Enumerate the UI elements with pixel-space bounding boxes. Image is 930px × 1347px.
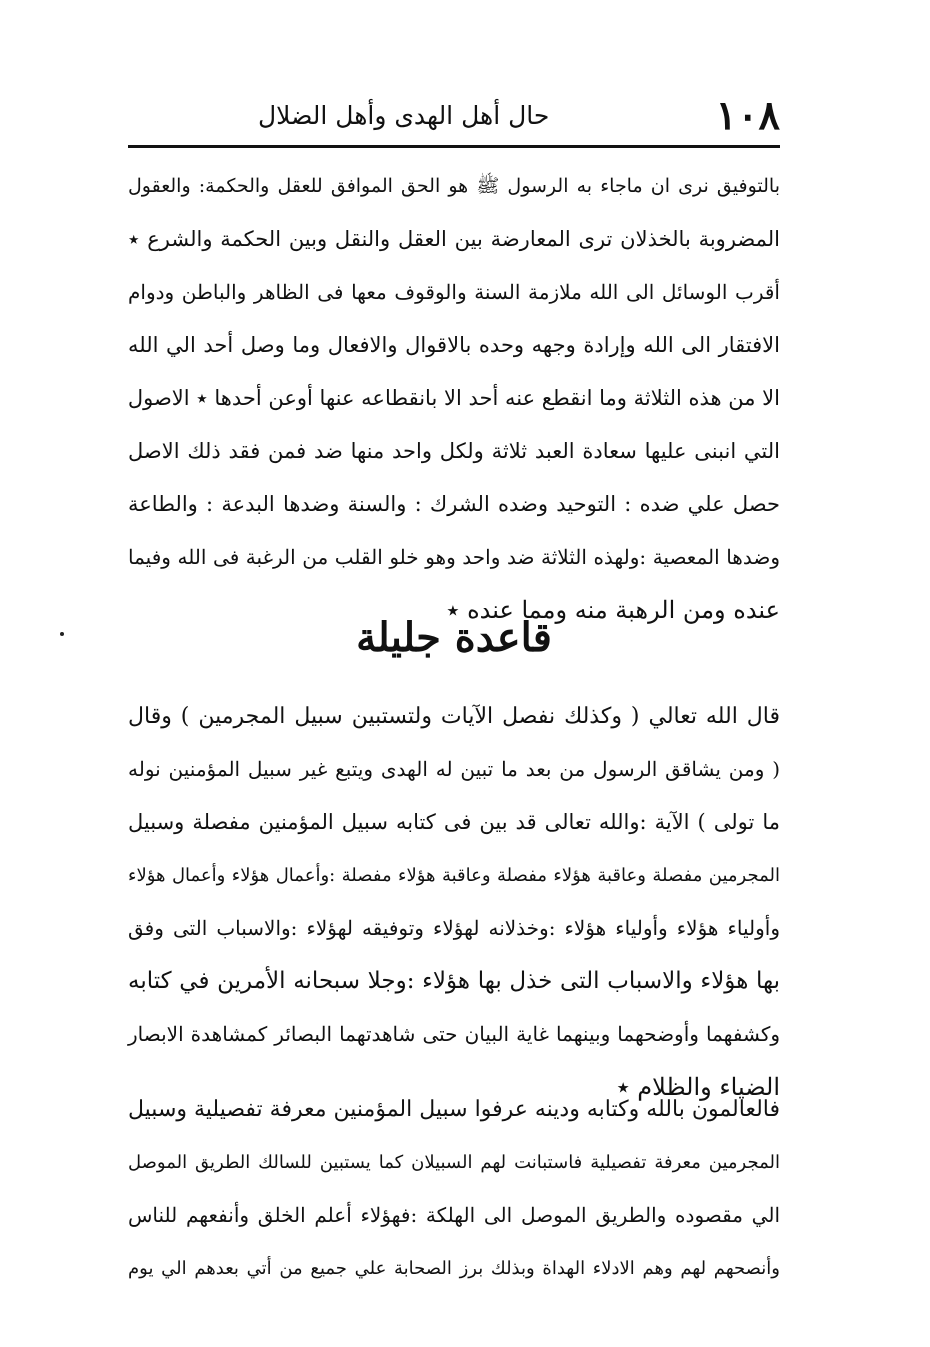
text-line: ما تولى ) الآية :والله تعالى قد بين فى كتابه سبيل المؤمنين مفصلة وسبيل [128, 810, 780, 834]
text-line: حصل علي ضده : التوحيد وضده الشرك : والسنة وضدها البدعة : والطاعة [128, 492, 780, 516]
text-line: فالعالمون بالله وكتابه ودينه عرفوا سبيل المؤمنين معرفة تفصيلية وسبيل [128, 1097, 780, 1122]
paragraph-2 [128, 690, 780, 1114]
text-line: الي مقصوده والطريق الموصل الى الهلكة :فهؤلاء أعلم الخلق وأنفعهم للناس [128, 1203, 780, 1227]
paragraph-3 [128, 1083, 780, 1295]
text-line: أقرب الوسائل الى الله ملازمة السنة والوقوف معها فى الظاهر والباطن ودوام [128, 280, 780, 304]
text-line: الافتقار الى الله وإرادة وجهه وحده بالاقوال والافعال وما وصل أحد الي الله [128, 333, 780, 357]
paragraph-1 [128, 160, 780, 637]
text-line: المجرمين معرفة تفصيلية فاستبانت لهم السبيلان كما يستبين للسالك الطريق الموصل [128, 1152, 780, 1173]
text-line: عنده ومن الرهبة منه ومما عنده ٭ [446, 596, 780, 624]
text-line: ( ومن يشاقق الرسول من بعد ما تبين له الهدى ويتبع غير سبيل المؤمنين نوله [128, 757, 780, 781]
text-line: قال الله تعالي ( وكذلك نفصل الآيات ولتستبين سبيل المجرمين ) وقال [128, 704, 780, 729]
section-heading: قاعدة جليلة [356, 614, 552, 661]
text-line: المضروبة بالخذلان ترى المعارضة بين العقل والنقل وبين الحكمة والشرع ٭ [128, 227, 780, 251]
text-line: وأنصحهم لهم وهم الادلاء الهداة وبذلك برز الصحابة علي جميع من أتي بعدهم الي يوم [128, 1258, 780, 1279]
page-header [128, 80, 780, 142]
text-line: وكشفهما وأوضحهما وبينهما غاية البيان حتى شاهدتهما البصائر كمشاهدة الابصار [128, 1022, 780, 1046]
running-title: حال أهل الهدى وأهل الضلال [258, 101, 550, 130]
text-line: الا من هذه الثلاثة وما انقطع عنه أحد الا بانقطاعه عنها أوعن أحدها ٭ الاصول [127, 386, 780, 410]
text-line: بالتوفيق نرى ان ماجاء به الرسول ﷺ هو الحق الموافق للعقل والحكمة: والعقول [128, 175, 780, 197]
page-number: ١٠٨ [715, 92, 780, 139]
text-line: وضدها المعصية :ولهذه الثلاثة ضد واحد وهو خلو القلب من الرغبة فى الله وفيما [128, 545, 780, 569]
text-line: وأولياء هؤلاء وأولياء هؤلاء :وخذلانه لهؤلاء وتوفيقه لهؤلاء :والاسباب التى وفق [128, 916, 780, 940]
text-line: التي انبنى عليها سعادة العبد ثلاثة ولكل واحد منها ضد فمن فقد ذلك الاصل [128, 439, 780, 463]
text-line: الضياء والظلام ٭ [616, 1073, 780, 1101]
text-line: المجرمين مفصلة وعاقبة هؤلاء مفصلة وعاقبة هؤلاء مفصلة :وأعمال هؤلاء وأعمال هؤلاء [128, 865, 780, 886]
stray-mark [60, 632, 64, 636]
text-line: بها هؤلاء والاسباب التى خذل بها هؤلاء :وجلا سبحانه الأمرين في كتابه [128, 968, 780, 994]
header-rule [128, 145, 780, 148]
